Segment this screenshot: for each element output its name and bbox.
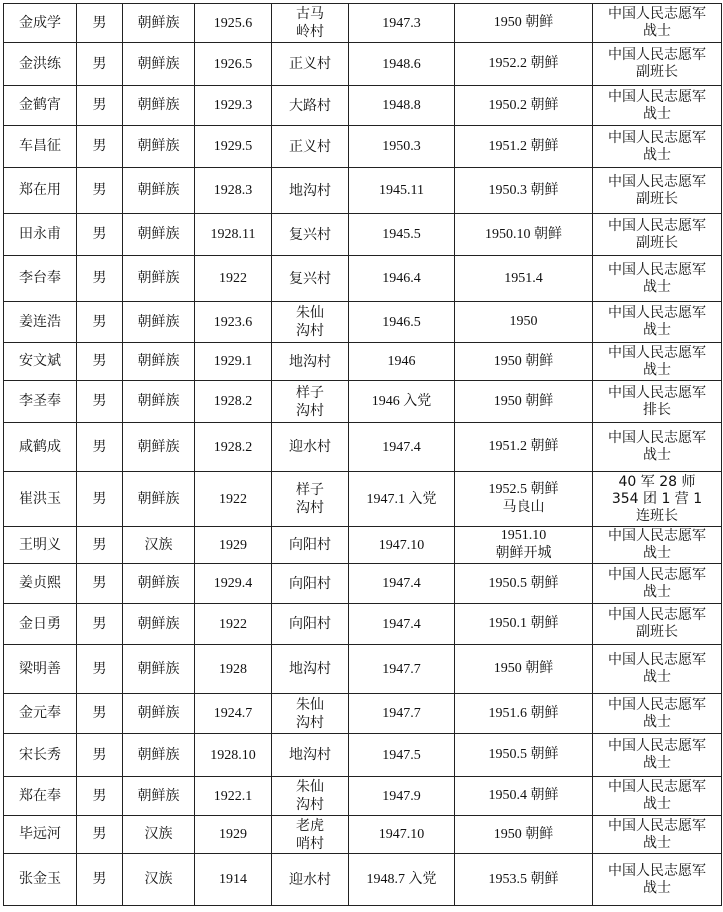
cell-name: 毕远河 [4, 816, 77, 854]
cell-gender: 男 [77, 256, 123, 302]
cell-ethnicity: 朝鲜族 [123, 604, 195, 645]
cell-korea-service: 1950 [455, 302, 593, 343]
cell-unit-rank: 中国人民志愿军 副班长 [593, 214, 722, 256]
table-row [4, 381, 722, 423]
cell-unit-rank: 中国人民志愿军 战士 [593, 302, 722, 343]
cell-gender: 男 [77, 472, 123, 527]
cell-unit-rank: 中国人民志愿军 战士 [593, 423, 722, 472]
cell-birth-date: 1929 [195, 816, 272, 854]
table-row [4, 604, 722, 645]
cell-name: 安文斌 [4, 343, 77, 381]
cell-name: 金日勇 [4, 604, 77, 645]
cell-gender: 男 [77, 302, 123, 343]
cell-village: 大路村 [272, 86, 349, 126]
cell-korea-service: 1951.4 [455, 256, 593, 302]
cell-ethnicity: 汉族 [123, 816, 195, 854]
cell-joined: 1948.8 [349, 86, 455, 126]
cell-village: 朱仙 沟村 [272, 777, 349, 816]
cell-unit-rank: 中国人民志愿军 战士 [593, 694, 722, 734]
cell-unit-rank: 40 军 28 师 354 团 1 营 1 连班长 [593, 472, 722, 527]
table-row [4, 854, 722, 906]
cell-gender: 男 [77, 168, 123, 214]
cell-joined: 1947.3 [349, 4, 455, 43]
cell-ethnicity: 朝鲜族 [123, 214, 195, 256]
cell-birth-date: 1922 [195, 256, 272, 302]
cell-name: 金元奉 [4, 694, 77, 734]
cell-joined: 1948.6 [349, 43, 455, 86]
cell-korea-service: 1950 朝鲜 [455, 4, 593, 43]
cell-name: 郑在奉 [4, 777, 77, 816]
cell-korea-service: 1952.2 朝鲜 [455, 43, 593, 86]
cell-name: 郑在用 [4, 168, 77, 214]
cell-name: 姜连浩 [4, 302, 77, 343]
cell-gender: 男 [77, 604, 123, 645]
cell-joined: 1946.4 [349, 256, 455, 302]
cell-village: 地沟村 [272, 168, 349, 214]
table-row [4, 343, 722, 381]
cell-unit-rank: 中国人民志愿军 排长 [593, 381, 722, 423]
cell-joined: 1945.11 [349, 168, 455, 214]
cell-birth-date: 1929.3 [195, 86, 272, 126]
cell-ethnicity: 汉族 [123, 527, 195, 564]
cell-gender: 男 [77, 645, 123, 694]
cell-gender: 男 [77, 564, 123, 604]
cell-birth-date: 1922 [195, 472, 272, 527]
cell-ethnicity: 朝鲜族 [123, 694, 195, 734]
cell-gender: 男 [77, 854, 123, 906]
cell-unit-rank: 中国人民志愿军 战士 [593, 126, 722, 168]
cell-name: 金洪练 [4, 43, 77, 86]
cell-joined: 1947.4 [349, 423, 455, 472]
cell-village: 地沟村 [272, 645, 349, 694]
cell-name: 李圣奉 [4, 381, 77, 423]
cell-joined: 1946 入党 [349, 381, 455, 423]
cell-ethnicity: 朝鲜族 [123, 472, 195, 527]
cell-joined: 1947.10 [349, 527, 455, 564]
cell-village: 老虎 哨村 [272, 816, 349, 854]
cell-gender: 男 [77, 4, 123, 43]
cell-birth-date: 1929.1 [195, 343, 272, 381]
cell-birth-date: 1925.6 [195, 4, 272, 43]
cell-joined: 1947.9 [349, 777, 455, 816]
cell-unit-rank: 中国人民志愿军 战士 [593, 777, 722, 816]
cell-name: 梁明善 [4, 645, 77, 694]
cell-korea-service: 1950.5 朝鲜 [455, 564, 593, 604]
cell-birth-date: 1923.6 [195, 302, 272, 343]
cell-korea-service: 1950.5 朝鲜 [455, 734, 593, 777]
cell-name: 田永甫 [4, 214, 77, 256]
cell-name: 张金玉 [4, 854, 77, 906]
cell-joined: 1947.5 [349, 734, 455, 777]
cell-joined: 1947.10 [349, 816, 455, 854]
cell-village: 正义村 [272, 43, 349, 86]
cell-name: 王明义 [4, 527, 77, 564]
cell-unit-rank: 中国人民志愿军 战士 [593, 816, 722, 854]
cell-unit-rank: 中国人民志愿军 副班长 [593, 168, 722, 214]
cell-unit-rank: 中国人民志愿军 战士 [593, 4, 722, 43]
cell-joined: 1947.4 [349, 604, 455, 645]
cell-unit-rank: 中国人民志愿军 副班长 [593, 604, 722, 645]
cell-ethnicity: 朝鲜族 [123, 43, 195, 86]
cell-korea-service: 1951.6 朝鲜 [455, 694, 593, 734]
cell-gender: 男 [77, 777, 123, 816]
cell-birth-date: 1928 [195, 645, 272, 694]
cell-joined: 1945.5 [349, 214, 455, 256]
cell-name: 咸鹤成 [4, 423, 77, 472]
cell-korea-service: 1951.10 朝鲜开城 [455, 527, 593, 564]
cell-korea-service: 1951.2 朝鲜 [455, 423, 593, 472]
cell-ethnicity: 朝鲜族 [123, 4, 195, 43]
cell-joined: 1947.4 [349, 564, 455, 604]
table-row [4, 423, 722, 472]
cell-unit-rank: 中国人民志愿军 战士 [593, 564, 722, 604]
cell-unit-rank: 中国人民志愿军 战士 [593, 86, 722, 126]
cell-gender: 男 [77, 816, 123, 854]
cell-ethnicity: 朝鲜族 [123, 302, 195, 343]
table-row [4, 43, 722, 86]
cell-korea-service: 1953.5 朝鲜 [455, 854, 593, 906]
table-row [4, 256, 722, 302]
cell-joined: 1948.7 入党 [349, 854, 455, 906]
cell-village: 向阳村 [272, 527, 349, 564]
cell-korea-service: 1952.5 朝鲜 马良山 [455, 472, 593, 527]
cell-gender: 男 [77, 734, 123, 777]
cell-korea-service: 1951.2 朝鲜 [455, 126, 593, 168]
cell-ethnicity: 朝鲜族 [123, 343, 195, 381]
cell-korea-service: 1950 朝鲜 [455, 343, 593, 381]
cell-joined: 1947.7 [349, 694, 455, 734]
table-row [4, 694, 722, 734]
cell-ethnicity: 朝鲜族 [123, 564, 195, 604]
cell-joined: 1947.7 [349, 645, 455, 694]
cell-birth-date: 1928.11 [195, 214, 272, 256]
cell-ethnicity: 朝鲜族 [123, 381, 195, 423]
cell-birth-date: 1928.2 [195, 381, 272, 423]
cell-village: 地沟村 [272, 734, 349, 777]
cell-gender: 男 [77, 423, 123, 472]
table-row [4, 168, 722, 214]
table-row [4, 302, 722, 343]
cell-name: 崔洪玉 [4, 472, 77, 527]
cell-name: 车昌征 [4, 126, 77, 168]
cell-birth-date: 1926.5 [195, 43, 272, 86]
cell-birth-date: 1924.7 [195, 694, 272, 734]
cell-ethnicity: 朝鲜族 [123, 777, 195, 816]
cell-joined: 1950.3 [349, 126, 455, 168]
cell-ethnicity: 朝鲜族 [123, 645, 195, 694]
cell-birth-date: 1928.3 [195, 168, 272, 214]
table-row [4, 645, 722, 694]
cell-village: 向阳村 [272, 564, 349, 604]
cell-village: 古马 岭村 [272, 4, 349, 43]
cell-village: 地沟村 [272, 343, 349, 381]
cell-ethnicity: 汉族 [123, 854, 195, 906]
cell-korea-service: 1950.1 朝鲜 [455, 604, 593, 645]
cell-birth-date: 1922 [195, 604, 272, 645]
table-row [4, 564, 722, 604]
cell-korea-service: 1950.4 朝鲜 [455, 777, 593, 816]
cell-ethnicity: 朝鲜族 [123, 734, 195, 777]
table-row [4, 816, 722, 854]
cell-unit-rank: 中国人民志愿军 战士 [593, 854, 722, 906]
cell-village: 迎水村 [272, 423, 349, 472]
cell-ethnicity: 朝鲜族 [123, 86, 195, 126]
cell-unit-rank: 中国人民志愿军 战士 [593, 734, 722, 777]
cell-unit-rank: 中国人民志愿军 战士 [593, 343, 722, 381]
cell-korea-service: 1950.10 朝鲜 [455, 214, 593, 256]
cell-village: 复兴村 [272, 256, 349, 302]
cell-ethnicity: 朝鲜族 [123, 256, 195, 302]
cell-name: 宋长秀 [4, 734, 77, 777]
table-row [4, 777, 722, 816]
cell-gender: 男 [77, 381, 123, 423]
cell-gender: 男 [77, 43, 123, 86]
cell-gender: 男 [77, 694, 123, 734]
table-row [4, 86, 722, 126]
cell-village: 样子 沟村 [272, 381, 349, 423]
veterans-table [3, 3, 722, 906]
cell-gender: 男 [77, 126, 123, 168]
cell-unit-rank: 中国人民志愿军 战士 [593, 645, 722, 694]
cell-gender: 男 [77, 86, 123, 126]
cell-gender: 男 [77, 527, 123, 564]
table-row [4, 214, 722, 256]
cell-unit-rank: 中国人民志愿军 战士 [593, 256, 722, 302]
cell-name: 金成学 [4, 4, 77, 43]
cell-village: 朱仙 沟村 [272, 694, 349, 734]
table-row [4, 4, 722, 43]
table-row [4, 734, 722, 777]
cell-korea-service: 1950 朝鲜 [455, 816, 593, 854]
cell-village: 正义村 [272, 126, 349, 168]
cell-unit-rank: 中国人民志愿军 战士 [593, 527, 722, 564]
cell-birth-date: 1914 [195, 854, 272, 906]
cell-name: 李台奉 [4, 256, 77, 302]
cell-unit-rank: 中国人民志愿军 副班长 [593, 43, 722, 86]
cell-village: 复兴村 [272, 214, 349, 256]
cell-gender: 男 [77, 343, 123, 381]
cell-birth-date: 1928.10 [195, 734, 272, 777]
table-row [4, 527, 722, 564]
cell-birth-date: 1929 [195, 527, 272, 564]
cell-ethnicity: 朝鲜族 [123, 168, 195, 214]
cell-birth-date: 1929.4 [195, 564, 272, 604]
cell-ethnicity: 朝鲜族 [123, 423, 195, 472]
cell-name: 金鹤宵 [4, 86, 77, 126]
cell-joined: 1946.5 [349, 302, 455, 343]
cell-korea-service: 1950 朝鲜 [455, 381, 593, 423]
cell-birth-date: 1928.2 [195, 423, 272, 472]
cell-village: 迎水村 [272, 854, 349, 906]
cell-korea-service: 1950.3 朝鲜 [455, 168, 593, 214]
cell-korea-service: 1950 朝鲜 [455, 645, 593, 694]
cell-village: 样子 沟村 [272, 472, 349, 527]
cell-gender: 男 [77, 214, 123, 256]
table-row [4, 126, 722, 168]
cell-korea-service: 1950.2 朝鲜 [455, 86, 593, 126]
table-row [4, 472, 722, 527]
cell-joined: 1947.1 入党 [349, 472, 455, 527]
cell-village: 向阳村 [272, 604, 349, 645]
cell-village: 朱仙 沟村 [272, 302, 349, 343]
cell-birth-date: 1922.1 [195, 777, 272, 816]
cell-joined: 1946 [349, 343, 455, 381]
cell-name: 姜贞熙 [4, 564, 77, 604]
table-body [4, 4, 722, 906]
cell-ethnicity: 朝鲜族 [123, 126, 195, 168]
cell-birth-date: 1929.5 [195, 126, 272, 168]
